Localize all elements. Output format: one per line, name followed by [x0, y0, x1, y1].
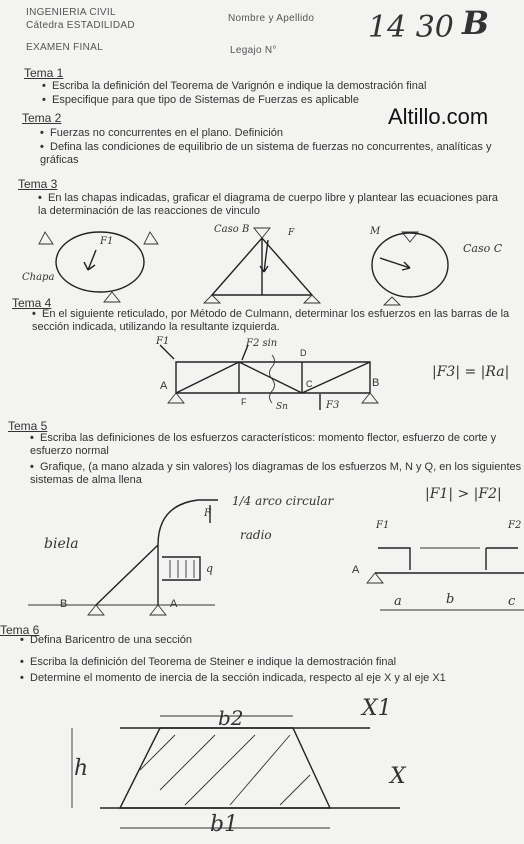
tema6-item-2: • Escriba la definición del Teorema de Steiner e indique la demostración final [20, 656, 397, 668]
tema2-item-2: • Defina las condiciones de equilibrio de un sistema de fuerzas no concurrentes, analíticas y gráficas [40, 141, 492, 166]
label-f-t3: F [288, 228, 295, 238]
watermark: Altillo.com [388, 104, 489, 129]
tema6-item-3: • Determine el momento de inercia de la sección indicada, respecto al eje X y al eje X1 [20, 672, 446, 684]
tema5-title: Tema 5 [8, 419, 48, 433]
label-f-t5: F [204, 508, 211, 519]
exam-title: EXAMEN FINAL [26, 42, 103, 53]
label-f-t4: F [241, 397, 247, 407]
exam-version: B [462, 4, 490, 42]
tema1-title: Tema 1 [24, 66, 64, 80]
tema4-relation: |F3| = |Ra| [432, 364, 510, 380]
tema6-title: Tema 6 [0, 623, 40, 637]
label-f2sin: F2 sin [246, 338, 278, 349]
tema6-item-1: • Defina Baricentro de una sección [20, 634, 193, 646]
label-dim-a: a [394, 594, 402, 609]
label-caso-c: Caso C [463, 242, 503, 255]
label-radio: radio [240, 528, 272, 542]
label-biela: biela [44, 536, 79, 552]
label-f3: F3 [326, 400, 340, 411]
tema1-item-1: • Escriba la definición del Teorema de Varignón e indique la demostración final [42, 80, 427, 92]
tema4-truss-figure [160, 345, 378, 410]
header-career: INGENIERIA CIVIL [26, 7, 116, 18]
label-q: q [206, 562, 214, 575]
label-d-t4: D [300, 348, 307, 358]
label-a-t5: A [170, 598, 178, 610]
tema2-item-1: • Fuerzas no concurrentes en el plano. Definición [40, 127, 283, 139]
tema5-arc-figure [28, 500, 218, 615]
tema5-item-2: • Grafique, (a mano alzada y sin valores) los diagramas de los esfuerzos M, N y Q, en los siguientes sistemas de alma llena [30, 461, 522, 486]
label-arco: 1/4 arco circular [232, 494, 334, 508]
tema3-chapa-figure [39, 232, 158, 302]
label-f2-t5: F2 [508, 520, 522, 531]
tema3-caso-c-figure [372, 232, 448, 305]
tema4-item-1: • En el siguiente reticulado, por Método de Culmann, determinar los esfuerzos en las barras de la sección indicada, utilizando la resultante izquierda. [32, 308, 510, 333]
label-b2: b2 [218, 706, 244, 730]
name-label: Nombre y Apellido [228, 13, 315, 24]
handwritten-grade: 14 30 [368, 10, 454, 45]
label-f1-t5: F1 [376, 520, 390, 531]
tema5-item-1: • Escriba las definiciones de los esfuerzos característicos: momento flector, esfuerzo de corte y esfuerzo normal [30, 432, 497, 457]
label-b1: b1 [210, 812, 239, 837]
label-b-t5: B [60, 598, 68, 610]
label-x: X [390, 764, 406, 789]
tema3-caso-b-figure [204, 228, 320, 303]
label-dim-b: b [446, 592, 455, 607]
tema5-relation: |F1| > |F2| [425, 486, 502, 502]
label-x1: X1 [362, 696, 392, 721]
label-c-t4: C [306, 379, 313, 389]
tema3-title: Tema 3 [18, 177, 58, 191]
tema2-title: Tema 2 [22, 111, 62, 125]
label-a-t4: A [160, 380, 168, 392]
tema4-title: Tema 4 [12, 296, 52, 310]
label-b-t4: B [372, 377, 380, 389]
label-sn: Sn [276, 402, 288, 412]
label-f1-t3: F1 [100, 236, 114, 247]
tema3-item-1: • En las chapas indicadas, graficar el diagrama de cuerpo libre y plantear las ecuaciones para la determinación de las reacciones de vinculo [38, 192, 499, 217]
header-course: Cátedra ESTADILIDAD [26, 20, 135, 31]
label-chapa: Chapa [22, 272, 55, 283]
label-f1-t4: F1 [156, 336, 170, 347]
label-m: M [370, 226, 381, 237]
label-a2-t5: A [352, 564, 360, 576]
legajo-label: Legajo N° [230, 45, 277, 56]
label-caso-b: Caso B [214, 224, 250, 235]
label-dim-c: c [508, 594, 516, 609]
tema1-item-2: • Especifique para que tipo de Sistemas de Fuerzas es aplicable [42, 94, 359, 106]
label-h: h [74, 756, 89, 781]
